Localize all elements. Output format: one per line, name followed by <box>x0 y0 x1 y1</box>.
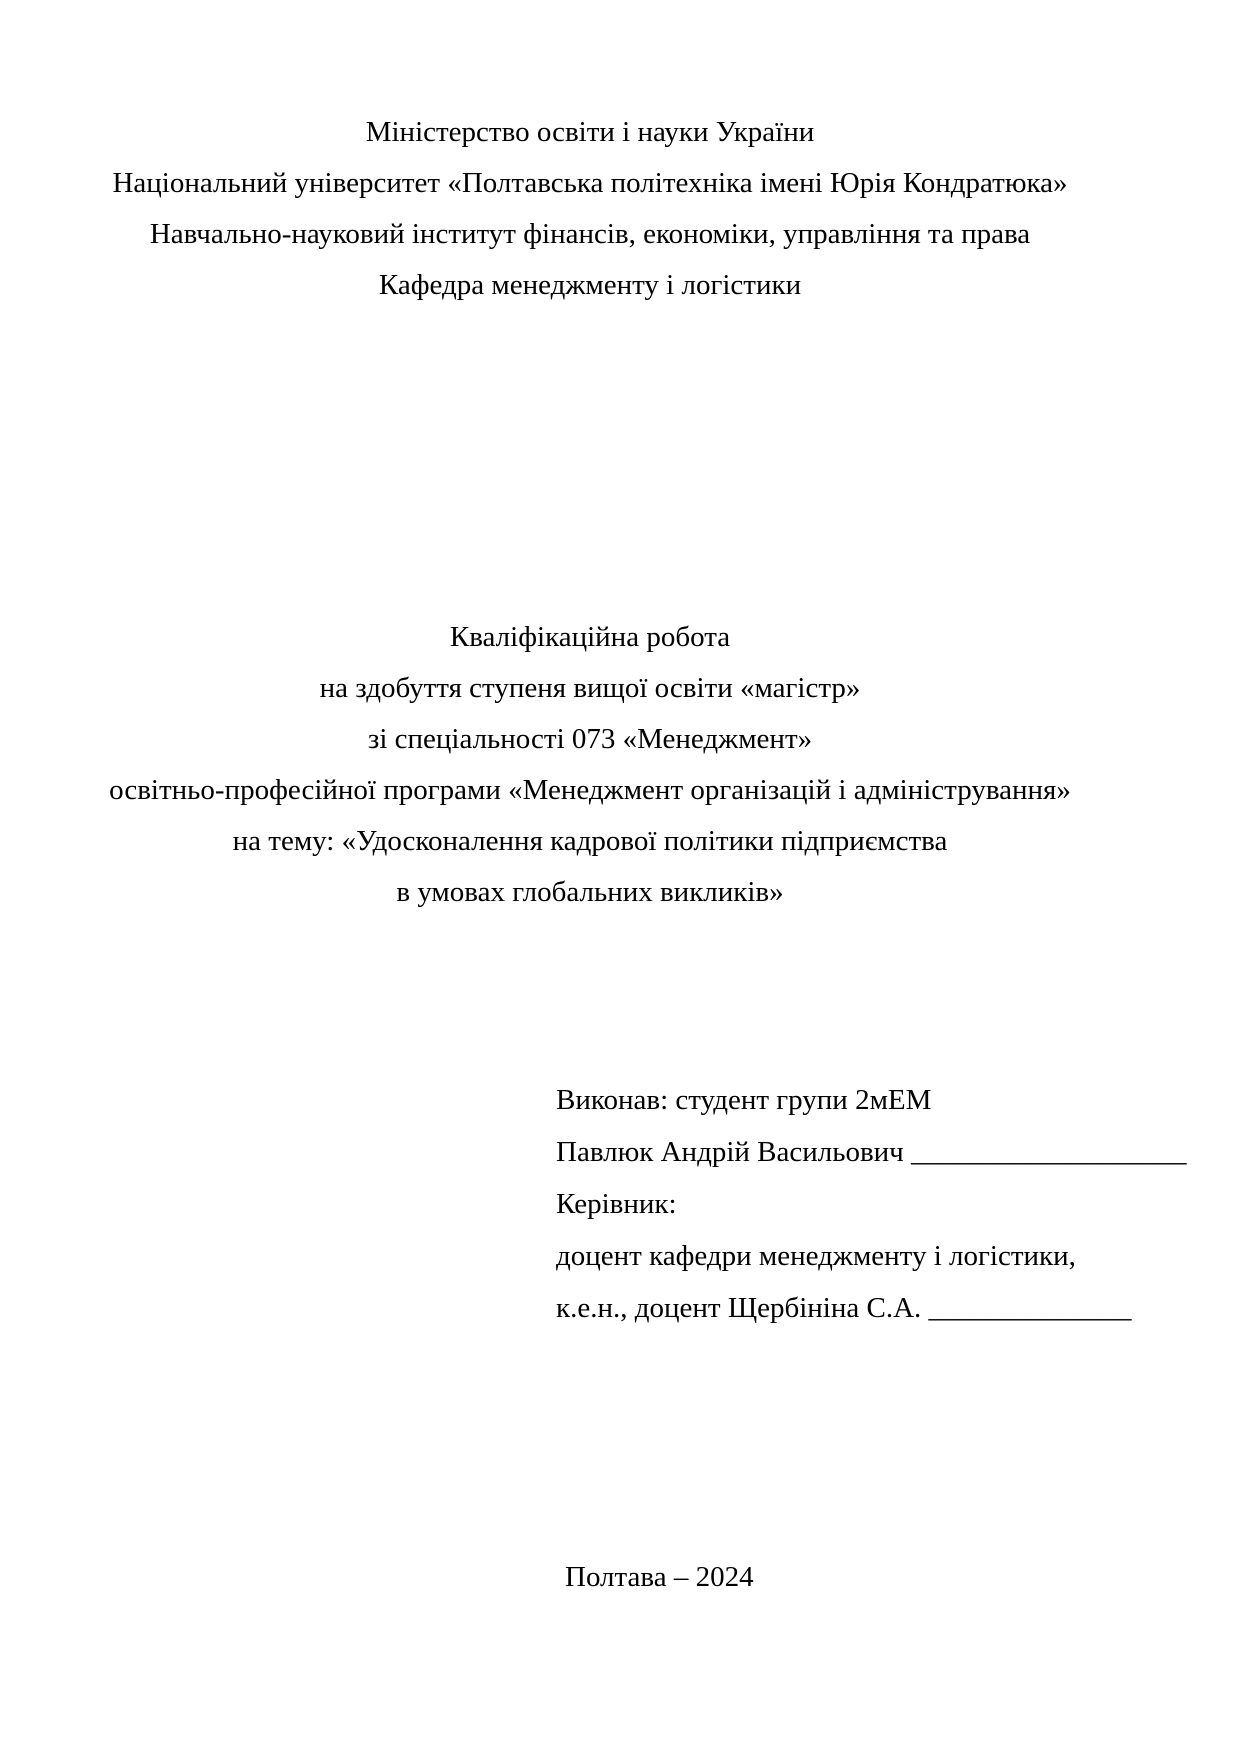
degree-line: на здобуття ступеня вищої освіти «магістр» <box>319 672 861 704</box>
signature-block <box>556 1074 1187 1334</box>
supervisor-name-signature-line: к.е.н., доцент Щербініна С.А. ______________ <box>556 1292 1132 1324</box>
city-year-line: Полтава – 2024 <box>565 1561 754 1593</box>
university-line: Національний університет «Полтавська політехніка імені Юрія Кондратюка» <box>112 167 1068 199</box>
institute-line: Навчально-науковий інститут фінансів, економіки, управління та права <box>149 218 1031 250</box>
header-block <box>112 107 1068 311</box>
city-year-block <box>565 1552 754 1603</box>
supervisor-label-line: Керівник: <box>556 1188 677 1220</box>
topic-line-1: на тему: «Удосконалення кадрової політики підприємства <box>232 825 948 857</box>
topic-line-2: в умовах глобальних викликів» <box>396 876 784 908</box>
program-line: освітньо-професійної програми «Менеджмент організацій і адміністрування» <box>109 774 1071 806</box>
performed-by-line: Виконав: студент групи 2мЕМ <box>556 1084 932 1116</box>
ministry-line: Міністерство освіти і науки України <box>365 116 815 148</box>
student-name-signature-line: Павлюк Андрій Васильович ___________________ <box>556 1136 1187 1168</box>
specialty-line: зі спеціальності 073 «Менеджмент» <box>367 723 813 755</box>
work-type-line: Кваліфікаційна робота <box>449 621 731 653</box>
qualification-title-block <box>109 612 1071 918</box>
supervisor-position-line: доцент кафедри менеджменту і логістики, <box>556 1240 1076 1272</box>
department-line: Кафедра менеджменту і логістики <box>378 269 802 301</box>
